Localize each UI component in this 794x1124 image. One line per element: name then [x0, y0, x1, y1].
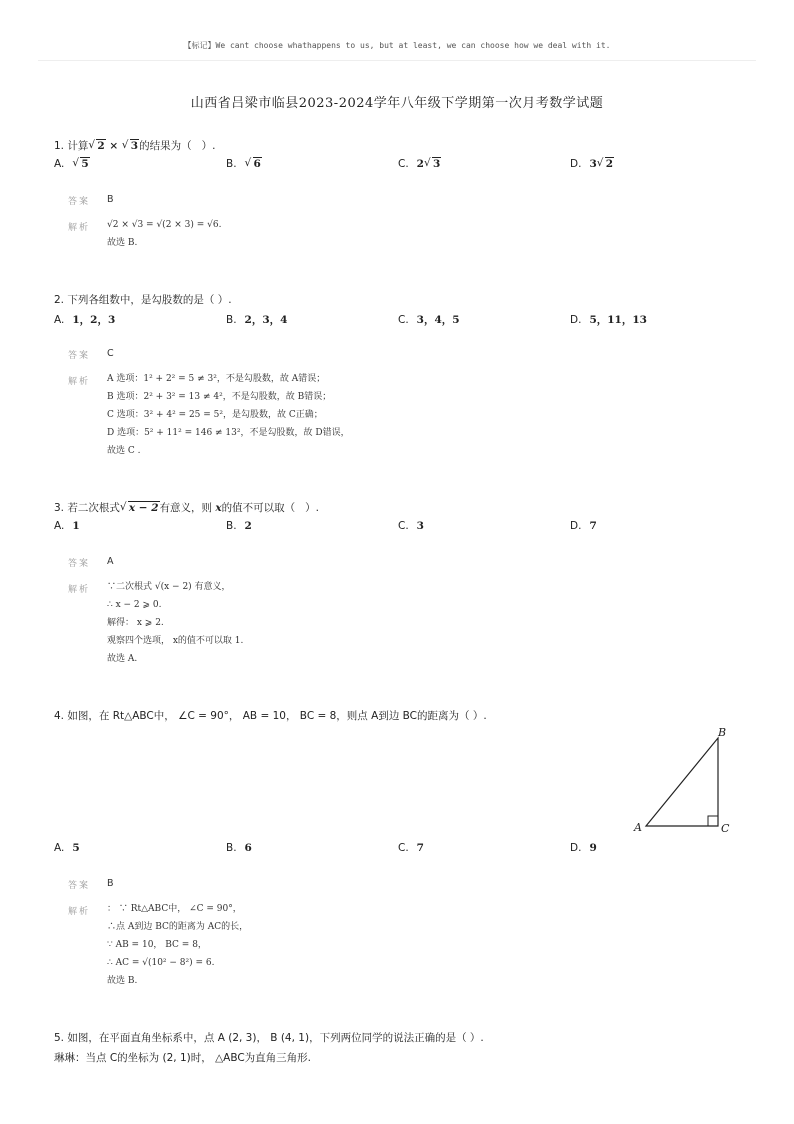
vertex-label-a: A: [634, 821, 642, 834]
question-stem: [54, 1030, 484, 1045]
question-stem-line-2: 琳琳：当点 C的坐标为 (2, 1)时， △ABC为直角三角形.: [54, 1052, 312, 1064]
option-a[interactable]: A. 5: [54, 842, 80, 854]
option-b[interactable]: B. 6: [226, 842, 252, 854]
question-5: [54, 1030, 754, 1080]
options: [54, 520, 754, 536]
option-b[interactable]: B. 2，3，4: [226, 314, 288, 326]
right-angle-mark: [708, 816, 718, 826]
explanation-line: A 选项：1² + 2² = 5 ≠ 3²，不是勾股数，故 A错误；: [107, 374, 326, 384]
explanation: [107, 900, 667, 990]
explanation: [107, 370, 667, 460]
answer-value: C: [107, 348, 114, 359]
answer-value: B: [107, 194, 114, 205]
explanation-line: ∴点 A到边 BC的距离为 AC的长，: [107, 922, 249, 932]
explanation-line: 观察四个选项， x的值不可以取 1.: [107, 636, 244, 646]
header-divider: [38, 60, 756, 61]
stem-text: 若二次根式: [67, 502, 120, 514]
option-c[interactable]: C. 3，4，5: [398, 314, 460, 326]
answer-label: 答案: [68, 197, 91, 207]
option-b[interactable]: B.√ 6: [226, 158, 262, 170]
question-number: 3.: [54, 502, 65, 514]
stem-text-suffix: 有意义，则 x的值不可以取（ ）.: [159, 502, 320, 514]
page-title: 山西省吕梁市临县2023-2024学年八年级下学期第一次月考数学试题: [190, 96, 604, 111]
explanation-line: C 选项：3² + 4² = 25 = 5²，是勾股数，故 C正确；: [107, 410, 323, 420]
explanation: [107, 216, 667, 252]
question-3: [54, 500, 754, 675]
option-c[interactable]: C. 3: [398, 520, 424, 532]
explanation-line: 故选 C .: [107, 446, 141, 456]
question-number: 2.: [54, 294, 65, 306]
question-number: 1.: [54, 140, 65, 152]
answer-value: A: [107, 556, 114, 567]
explanation-line: 故选 A.: [107, 654, 138, 664]
explanation-line: ： ∵ Rt△ABC中， ∠C = 90°，: [107, 904, 242, 914]
stem-text: 计算: [67, 140, 89, 152]
vertex-label-c: C: [721, 822, 730, 835]
explanation-line: ∴ AC = √(10² − 8²) = 6.: [107, 958, 215, 968]
explanation-line: √2 × √3 = √(2 × 3) = √6.: [107, 220, 222, 230]
explanation-label: 解析: [68, 585, 91, 595]
option-b[interactable]: B. 2: [226, 520, 252, 532]
explanation-line: 故选 B.: [107, 238, 138, 248]
explanation-line: 解得： x ⩾ 2.: [107, 618, 164, 628]
options: [54, 312, 754, 328]
question-1: [54, 138, 754, 248]
option-d[interactable]: D. 5，11，13: [570, 314, 647, 326]
answer-label: 答案: [68, 351, 91, 361]
explanation-label: 解析: [68, 377, 91, 387]
explanation-label: 解析: [68, 223, 91, 233]
stem-math: √ x − 2: [120, 502, 160, 514]
option-c[interactable]: C. 2√ 3: [398, 158, 441, 170]
option-a[interactable]: A. 1，2，3: [54, 314, 116, 326]
explanation-line: ∵二次根式 √(x − 2) 有意义，: [107, 582, 231, 592]
stem-math: √ 2 × √ 3: [88, 140, 139, 152]
answer-label: 答案: [68, 559, 91, 569]
question-number: 4.: [54, 710, 65, 722]
explanation: [107, 578, 667, 668]
options: [54, 158, 754, 174]
question-stem: [54, 500, 319, 515]
option-a[interactable]: A. 1: [54, 520, 80, 532]
stem-text: 下列各组数中，是勾股数的是（ ）.: [67, 294, 232, 306]
answer-label: 答案: [68, 881, 91, 891]
option-c[interactable]: C. 7: [398, 842, 424, 854]
question-number: 5.: [54, 1032, 65, 1044]
question-stem: [54, 708, 487, 723]
right-triangle-figure: [632, 724, 742, 836]
question-2: [54, 292, 754, 462]
question-stem: [54, 292, 232, 307]
stem-text: 如图，在平面直角坐标系中，点 A (2, 3)， B (4, 1)，下列两位同学的说法正确的是（ ）.: [67, 1032, 484, 1044]
triangle-abc: [646, 738, 718, 826]
option-d[interactable]: D. 9: [570, 842, 597, 854]
option-d[interactable]: D. 7: [570, 520, 597, 532]
option-a[interactable]: A.√ 5: [54, 158, 90, 170]
options: [54, 842, 754, 858]
explanation-line: 故选 B.: [107, 976, 138, 986]
explanation-label: 解析: [68, 907, 91, 917]
option-d[interactable]: D. 3√ 2: [570, 158, 614, 170]
stem-text-suffix: 的结果为（ ）.: [139, 140, 216, 152]
vertex-label-b: B: [718, 726, 727, 739]
explanation-line: ∵ AB = 10， BC = 8，: [107, 940, 207, 950]
explanation-line: B 选项：2² + 3² = 13 ≠ 4²，不是勾股数，故 B错误；: [107, 392, 332, 402]
explanation-line: D 选项：5² + 11² = 146 ≠ 13²，不是勾股数，故 D错误，: [107, 428, 350, 438]
stem-text: 如图，在 Rt△ABC中， ∠C = 90°， AB = 10， BC = 8，则点 A到边 BC的距离为（ ）.: [67, 710, 487, 722]
header-motto: 【标记】We cant choose whathappens to us, but at least, we can choose how we deal with it.: [183, 41, 611, 50]
answer-value: B: [107, 878, 114, 889]
question-stem: [54, 138, 215, 153]
explanation-line: ∴ x − 2 ⩾ 0.: [107, 600, 162, 610]
